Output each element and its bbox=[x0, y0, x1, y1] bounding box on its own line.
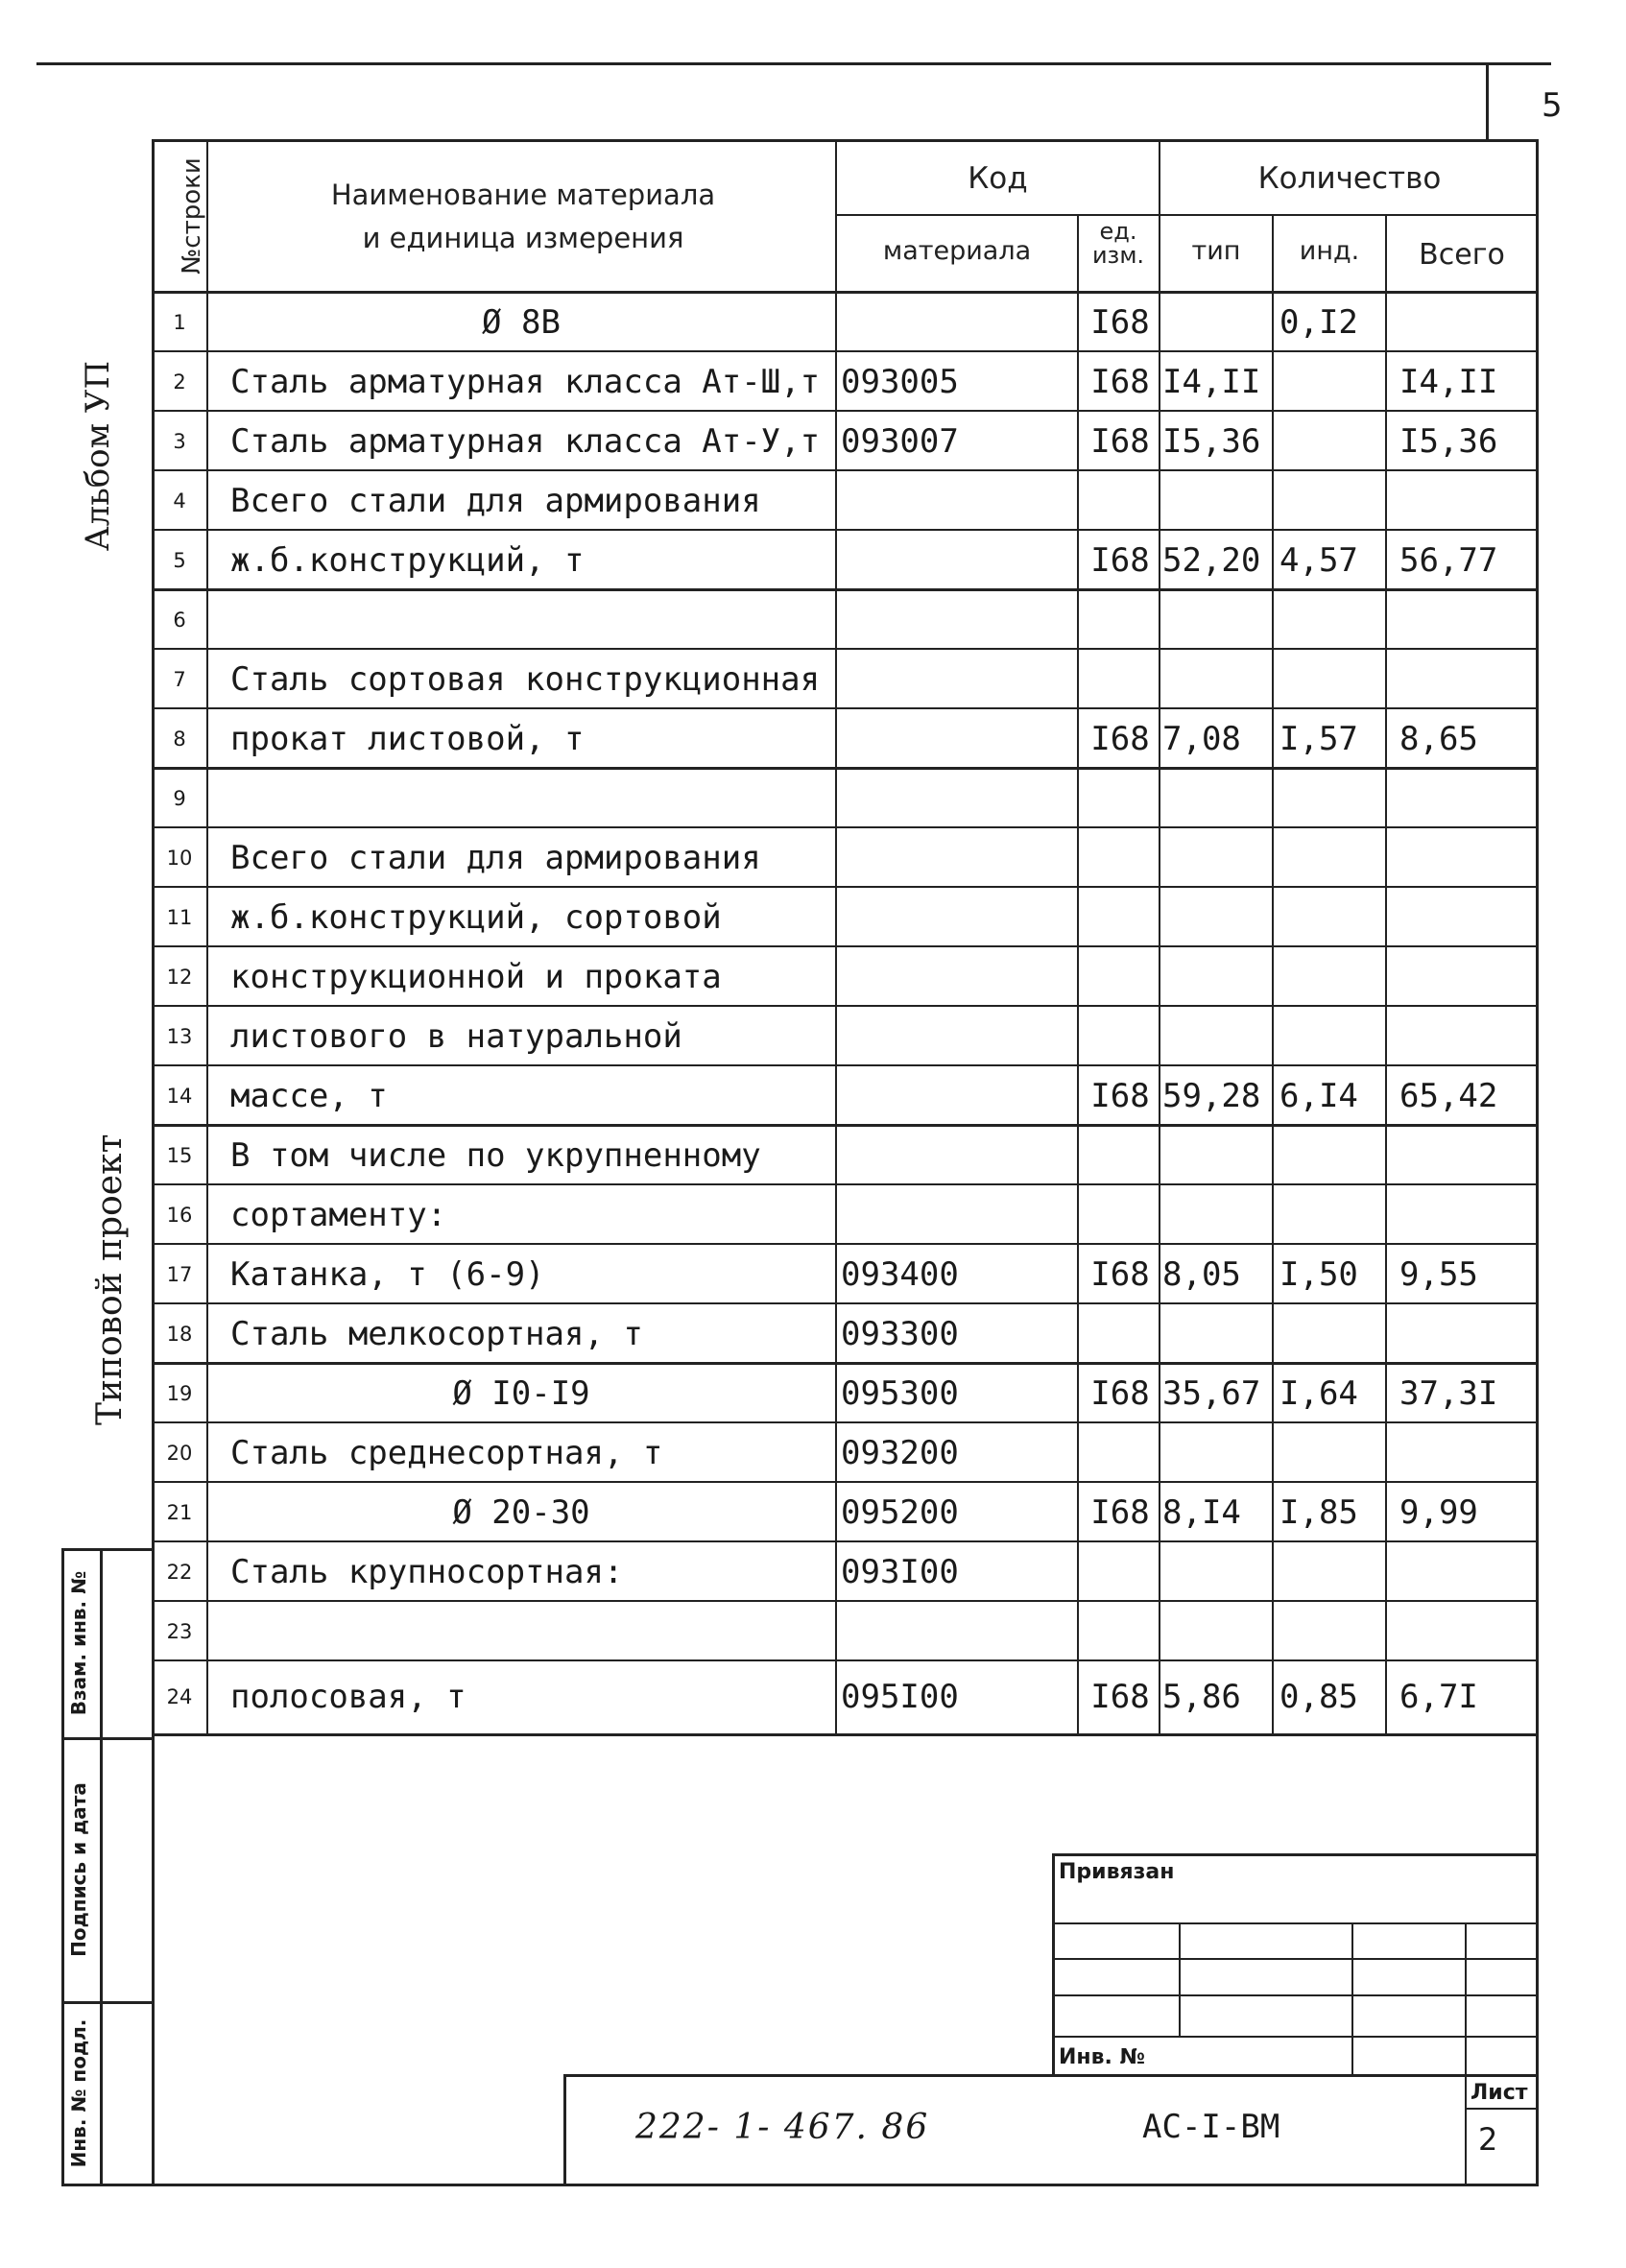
qty-ind bbox=[1279, 1602, 1385, 1661]
row-number: 16 bbox=[166, 1204, 193, 1227]
material-name: Сталь мелкосортная, т bbox=[230, 1315, 643, 1353]
material-code bbox=[841, 947, 1077, 1007]
qty-total: 65,42 bbox=[1399, 1077, 1498, 1115]
qty-type bbox=[1162, 1423, 1272, 1483]
qty-ind bbox=[1279, 947, 1385, 1007]
unit-code bbox=[1082, 1007, 1159, 1066]
row-number: 10 bbox=[166, 847, 193, 870]
row-number: 24 bbox=[166, 1685, 193, 1708]
qty-ind bbox=[1279, 1126, 1385, 1185]
material-name: ж.б.конструкций, сортовой bbox=[230, 898, 722, 937]
qty-type: 5,86 bbox=[1162, 1678, 1241, 1716]
row-number: 5 bbox=[173, 549, 186, 572]
qty-type bbox=[1162, 590, 1272, 650]
material-code bbox=[841, 709, 1077, 769]
material-code: 095I00 bbox=[841, 1678, 959, 1716]
qty-type: 52,20 bbox=[1162, 541, 1261, 580]
qty-ind bbox=[1279, 471, 1385, 531]
qty-type: I5,36 bbox=[1162, 422, 1261, 461]
sheet-label: Лист bbox=[1471, 2081, 1528, 2105]
qty-ind bbox=[1279, 888, 1385, 947]
material-name: массе, т bbox=[230, 1077, 388, 1115]
qty-type-header: тип bbox=[1191, 236, 1241, 266]
unit-code bbox=[1082, 1542, 1159, 1602]
qty-type: I4,II bbox=[1162, 363, 1261, 401]
qty-total: 8,65 bbox=[1399, 720, 1478, 758]
unit-code: I68 bbox=[1090, 303, 1150, 342]
row-number: 4 bbox=[173, 489, 186, 513]
qty-ind: 6,I4 bbox=[1279, 1077, 1358, 1115]
material-code bbox=[841, 1066, 1077, 1126]
row-number: 6 bbox=[173, 609, 186, 632]
row-number: 11 bbox=[166, 906, 193, 929]
row-number: 8 bbox=[173, 728, 186, 751]
material-code bbox=[841, 1602, 1077, 1661]
unit-code bbox=[1082, 888, 1159, 947]
row-number-header: №строки bbox=[178, 157, 206, 275]
page-number-fragment: 5 bbox=[1542, 86, 1563, 125]
material-name: сортаменту: bbox=[230, 1196, 447, 1234]
qty-ind bbox=[1279, 1304, 1385, 1364]
qty-total: 6,7I bbox=[1399, 1678, 1478, 1716]
qty-type bbox=[1162, 1185, 1272, 1245]
material-name: ж.б.конструкций, т bbox=[230, 541, 585, 580]
material-code: 093005 bbox=[841, 363, 959, 401]
material-code bbox=[841, 650, 1077, 709]
row-number: 2 bbox=[173, 370, 186, 394]
qty-type: 7,08 bbox=[1162, 720, 1241, 758]
qty-type bbox=[1162, 650, 1272, 709]
unit-code: I68 bbox=[1090, 1678, 1150, 1716]
material-name: Ø 20-30 bbox=[452, 1493, 590, 1532]
material-code: 093400 bbox=[841, 1255, 959, 1294]
unit-code bbox=[1082, 1185, 1159, 1245]
row-number: 13 bbox=[166, 1025, 193, 1048]
material-code: 093007 bbox=[841, 422, 959, 461]
unit-code bbox=[1082, 828, 1159, 888]
unit-code: I68 bbox=[1090, 363, 1150, 401]
qty-type bbox=[1162, 888, 1272, 947]
material-code: 095300 bbox=[841, 1374, 959, 1413]
qty-type bbox=[1162, 828, 1272, 888]
qty-type bbox=[1162, 1007, 1272, 1066]
material-name: Сталь арматурная класса Ат-Ш,т bbox=[230, 363, 821, 401]
inv-podl-label: Инв. № подл. bbox=[67, 2018, 90, 2168]
material-name: полосовая, т bbox=[230, 1678, 466, 1716]
page-corner-line bbox=[1486, 62, 1489, 141]
material-name: листового в натуральной bbox=[230, 1017, 682, 1056]
material-name bbox=[230, 1602, 835, 1661]
unit-code bbox=[1082, 769, 1159, 828]
unit-code bbox=[1082, 1126, 1159, 1185]
unit-code: I68 bbox=[1090, 1493, 1150, 1532]
material-code bbox=[841, 590, 1077, 650]
qty-ind: I,85 bbox=[1279, 1493, 1358, 1532]
unit-code: I68 bbox=[1090, 541, 1150, 580]
unit-code: I68 bbox=[1090, 1255, 1150, 1294]
qty-group-header: Количество bbox=[1257, 161, 1442, 196]
row-number: 19 bbox=[166, 1382, 193, 1405]
album-label: Альбом УП bbox=[79, 360, 117, 552]
row-number: 21 bbox=[166, 1501, 193, 1524]
qty-ind bbox=[1279, 769, 1385, 828]
inv-label: Инв. № bbox=[1059, 2045, 1146, 2069]
material-code bbox=[841, 1185, 1077, 1245]
qty-type bbox=[1162, 293, 1272, 352]
frame-right bbox=[1536, 139, 1539, 2186]
material-name: Сталь крупносортная: bbox=[230, 1553, 624, 1591]
qty-total bbox=[1399, 769, 1536, 828]
qty-total bbox=[1399, 1304, 1536, 1364]
row-number: 17 bbox=[166, 1263, 193, 1286]
material-name: В том числе по укрупненному bbox=[230, 1136, 761, 1175]
sign-date-label: Подпись и дата bbox=[67, 1782, 90, 1957]
unit-code: I68 bbox=[1090, 1077, 1150, 1115]
qty-total bbox=[1399, 1602, 1536, 1661]
qty-total bbox=[1399, 828, 1536, 888]
qty-type bbox=[1162, 471, 1272, 531]
qty-ind: 0,85 bbox=[1279, 1678, 1358, 1716]
row-number: 9 bbox=[173, 787, 186, 810]
qty-total bbox=[1399, 1423, 1536, 1483]
qty-total bbox=[1399, 888, 1536, 947]
material-code bbox=[841, 888, 1077, 947]
material-name bbox=[230, 590, 835, 650]
unit-code: I68 bbox=[1090, 1374, 1150, 1413]
qty-ind bbox=[1279, 1423, 1385, 1483]
material-code bbox=[841, 1126, 1077, 1185]
row-number: 12 bbox=[166, 966, 193, 989]
code-group-header: Код bbox=[968, 161, 1028, 196]
bound-label: Привязан bbox=[1059, 1860, 1175, 1884]
unit-code: I68 bbox=[1090, 422, 1150, 461]
material-code bbox=[841, 769, 1077, 828]
material-name: конструкционной и проката bbox=[230, 958, 722, 996]
qty-total: I5,36 bbox=[1399, 422, 1498, 461]
doc-code: АС-I-ВМ bbox=[1142, 2108, 1280, 2146]
material-code: 093200 bbox=[841, 1434, 959, 1472]
qty-type bbox=[1162, 769, 1272, 828]
qty-total bbox=[1399, 293, 1536, 352]
material-name: Всего стали для армирования bbox=[230, 839, 761, 877]
frame-bottom bbox=[152, 2184, 1539, 2186]
row-number: 7 bbox=[173, 668, 186, 691]
qty-ind: 0,I2 bbox=[1279, 303, 1358, 342]
material-code: 095200 bbox=[841, 1493, 959, 1532]
qty-total bbox=[1399, 650, 1536, 709]
qty-type: 59,28 bbox=[1162, 1077, 1261, 1115]
qty-ind bbox=[1279, 650, 1385, 709]
material-name: Сталь среднесортная, т bbox=[230, 1434, 663, 1472]
unit-code bbox=[1082, 471, 1159, 531]
qty-ind: I,64 bbox=[1279, 1374, 1358, 1413]
qty-type bbox=[1162, 947, 1272, 1007]
qty-ind bbox=[1279, 828, 1385, 888]
row-number: 23 bbox=[166, 1620, 193, 1643]
material-code bbox=[841, 293, 1077, 352]
row-number: 22 bbox=[166, 1561, 193, 1584]
name-header-line1: Наименование материала bbox=[330, 179, 716, 211]
unit-code bbox=[1082, 590, 1159, 650]
row-number: 14 bbox=[166, 1085, 193, 1108]
material-name bbox=[230, 769, 835, 828]
qty-total: 9,99 bbox=[1399, 1493, 1478, 1532]
row-number: 1 bbox=[173, 311, 186, 334]
material-name: Катанка, т (6-9) bbox=[230, 1255, 545, 1294]
name-header-line2: и единица измерения bbox=[362, 222, 684, 254]
material-code bbox=[841, 1007, 1077, 1066]
qty-type bbox=[1162, 1126, 1272, 1185]
project-label: Типовой проект bbox=[90, 1134, 130, 1425]
qty-ind: I,50 bbox=[1279, 1255, 1358, 1294]
top-rule bbox=[36, 62, 1551, 65]
material-code bbox=[841, 828, 1077, 888]
qty-total bbox=[1399, 590, 1536, 650]
material-name: Ø 8В bbox=[482, 303, 561, 342]
material-name: Сталь арматурная класса Ат-У,т bbox=[230, 422, 821, 461]
qty-type bbox=[1162, 1602, 1272, 1661]
qty-total: I4,II bbox=[1399, 363, 1498, 401]
qty-total bbox=[1399, 1185, 1536, 1245]
qty-ind bbox=[1279, 1542, 1385, 1602]
material-name: Всего стали для армирования bbox=[230, 482, 761, 520]
qty-total bbox=[1399, 947, 1536, 1007]
code-material-header: материала bbox=[882, 236, 1032, 266]
material-code bbox=[841, 531, 1077, 590]
code-unit-header: ед. изм. bbox=[1091, 218, 1145, 269]
row-number: 3 bbox=[173, 430, 186, 453]
handwritten-code: 222- 1- 467. 86 bbox=[635, 2108, 930, 2147]
qty-total: 9,55 bbox=[1399, 1255, 1478, 1294]
qty-total bbox=[1399, 471, 1536, 531]
qty-type bbox=[1162, 1542, 1272, 1602]
qty-type: 8,I4 bbox=[1162, 1493, 1241, 1532]
unit-code bbox=[1082, 1423, 1159, 1483]
unit-code bbox=[1082, 1602, 1159, 1661]
qty-total-header: Всего bbox=[1419, 238, 1505, 272]
qty-ind: 4,57 bbox=[1279, 541, 1358, 580]
material-code: 093I00 bbox=[841, 1553, 959, 1591]
qty-total bbox=[1399, 1542, 1536, 1602]
qty-total: 56,77 bbox=[1399, 541, 1498, 580]
row-number: 20 bbox=[166, 1442, 193, 1465]
sheet-number: 2 bbox=[1478, 2121, 1498, 2158]
qty-ind-header: инд. bbox=[1299, 236, 1360, 266]
material-code bbox=[841, 471, 1077, 531]
material-name: Сталь сортовая конструкционная bbox=[230, 660, 821, 699]
material-code: 093300 bbox=[841, 1315, 959, 1353]
qty-total: 37,3I bbox=[1399, 1374, 1498, 1413]
material-name: прокат листовой, т bbox=[230, 720, 585, 758]
qty-ind bbox=[1279, 1007, 1385, 1066]
row-number: 18 bbox=[166, 1323, 193, 1346]
unit-code bbox=[1082, 947, 1159, 1007]
qty-type bbox=[1162, 1304, 1272, 1364]
qty-total bbox=[1399, 1007, 1536, 1066]
qty-ind: I,57 bbox=[1279, 720, 1358, 758]
qty-type: 35,67 bbox=[1162, 1374, 1261, 1413]
qty-ind bbox=[1279, 412, 1385, 471]
unit-code bbox=[1082, 650, 1159, 709]
inv-zam-label: Взам. инв. № bbox=[67, 1570, 90, 1716]
qty-ind bbox=[1279, 352, 1385, 412]
material-name: Ø I0-I9 bbox=[452, 1374, 590, 1413]
unit-code bbox=[1082, 1304, 1159, 1364]
qty-total bbox=[1399, 1126, 1536, 1185]
row-number: 15 bbox=[166, 1144, 193, 1167]
unit-code: I68 bbox=[1090, 720, 1150, 758]
qty-ind bbox=[1279, 1185, 1385, 1245]
qty-ind bbox=[1279, 590, 1385, 650]
qty-type: 8,05 bbox=[1162, 1255, 1241, 1294]
